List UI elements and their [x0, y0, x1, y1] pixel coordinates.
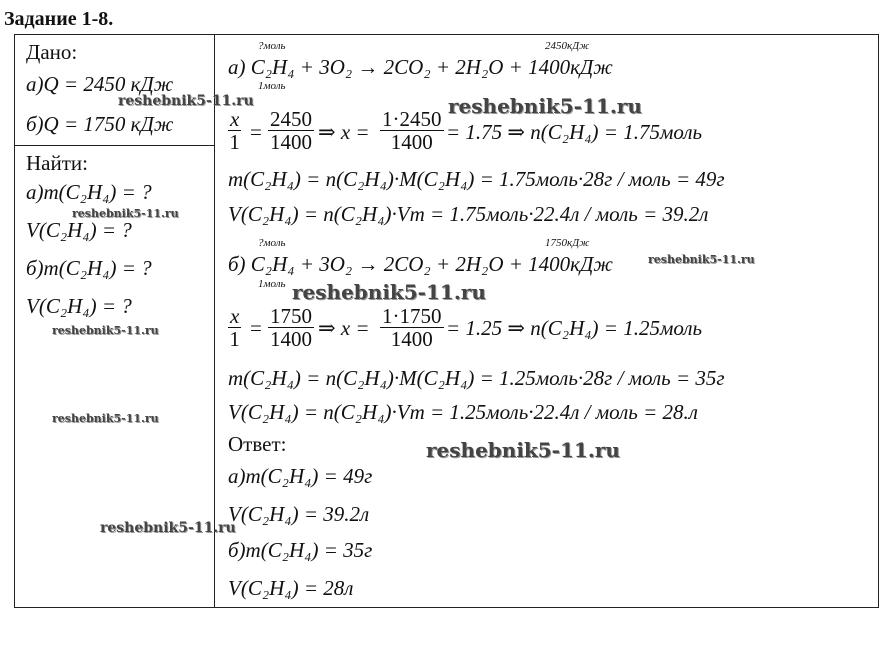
find-header: Найти: [26, 151, 88, 175]
a-frac2-num: 2450 [270, 107, 312, 131]
answer-item-2: V(C₂H₄) = 39.2л [228, 502, 370, 526]
a-equation: а) C₂H₄ + 3O₂ → 2CO₂ + 2H₂O + 1400кДж [228, 55, 613, 79]
b-frac1-num: x [230, 304, 240, 328]
answer-item-4: V(C₂H₄) = 28л [228, 576, 354, 600]
a-below-left: 1моль [258, 80, 286, 92]
find-item-2: V(C₂H₄) = ? [26, 218, 132, 242]
watermark: reshebnik5-11.ru [648, 253, 755, 266]
b-volume: V(C₂H₄) = n(C₂H₄)·Vm = 1.25моль·22.4л / моль = 28.л [228, 400, 698, 424]
a-fraction-1 [228, 108, 241, 153]
b-frac2-num: 1750 [270, 304, 312, 328]
b-frac3-num: 1·1750 [382, 304, 442, 328]
b-above-right: 1750кДж [545, 237, 590, 249]
a-frac3-den: 1400 [390, 130, 433, 154]
given-find-divider [14, 145, 215, 146]
a-fraction-3 [380, 108, 444, 153]
b-fraction-1 [228, 305, 241, 350]
given-a: а)Q = 2450 кДж [26, 72, 174, 96]
b-fraction-2 [268, 305, 314, 350]
a-above-left: ?моль [258, 40, 286, 52]
b-frac3-den: 1400 [390, 327, 433, 351]
b-arrow-x: ⇒ x = [318, 316, 370, 340]
watermark: reshebnik5-11.ru [426, 438, 620, 462]
watermark: reshebnik5-11.ru [292, 280, 486, 304]
a-frac2-den: 1400 [270, 130, 312, 154]
task-title: Задание 1-8. [4, 8, 114, 30]
a-above-right: 2450кДж [545, 40, 590, 52]
watermark: reshebnik5-11.ru [52, 412, 159, 425]
answer-item-1: а)m(C₂H₄) = 49г [228, 464, 373, 488]
a-frac3-num: 1·2450 [382, 107, 442, 131]
a-arrow-x: ⇒ x = [318, 120, 370, 144]
a-mass: m(C₂H₄) = n(C₂H₄)·M(C₂H₄) = 1.75моль·28г / моль = 49г [228, 167, 725, 191]
a-frac1-num: x [230, 107, 240, 131]
find-item-3: б)m(C₂H₄) = ? [26, 256, 152, 280]
b-mass: m(C₂H₄) = n(C₂H₄)·M(C₂H₄) = 1.25моль·28г / моль = 35г [228, 366, 725, 390]
b-above-left: ?моль [258, 237, 286, 249]
b-below-left: 1моль [258, 278, 286, 290]
find-item-1: а)m(C₂H₄) = ? [26, 180, 152, 204]
watermark: reshebnik5-11.ru [52, 324, 159, 337]
find-item-4: V(C₂H₄) = ? [26, 294, 132, 318]
a-result: = 1.75 ⇒ n(C₂H₄) = 1.75моль [446, 120, 703, 144]
answer-item-3: б)m(C₂H₄) = 35г [228, 538, 373, 562]
given-header: Дано: [26, 40, 78, 64]
given-b: б)Q = 1750 кДж [26, 112, 174, 136]
b-equation: б) C₂H₄ + 3O₂ → 2CO₂ + 2H₂O + 1400кДж [228, 252, 613, 276]
b-result: = 1.25 ⇒ n(C₂H₄) = 1.25моль [446, 316, 703, 340]
b-frac1-den: 1 [229, 327, 240, 351]
a-fraction-2 [268, 108, 314, 153]
b-frac2-den: 1400 [270, 327, 312, 351]
watermark: reshebnik5-11.ru [72, 207, 179, 220]
watermark: reshebnik5-11.ru [100, 520, 236, 536]
b-fraction-3 [380, 305, 444, 350]
a-volume: V(C₂H₄) = n(C₂H₄)·Vm = 1.75моль·22.4л / моль = 39.2л [228, 202, 709, 226]
watermark: reshebnik5-11.ru [118, 93, 254, 109]
answer-header: Ответ: [228, 432, 287, 456]
watermark: reshebnik5-11.ru [448, 94, 642, 118]
a-frac1-den: 1 [229, 130, 240, 154]
